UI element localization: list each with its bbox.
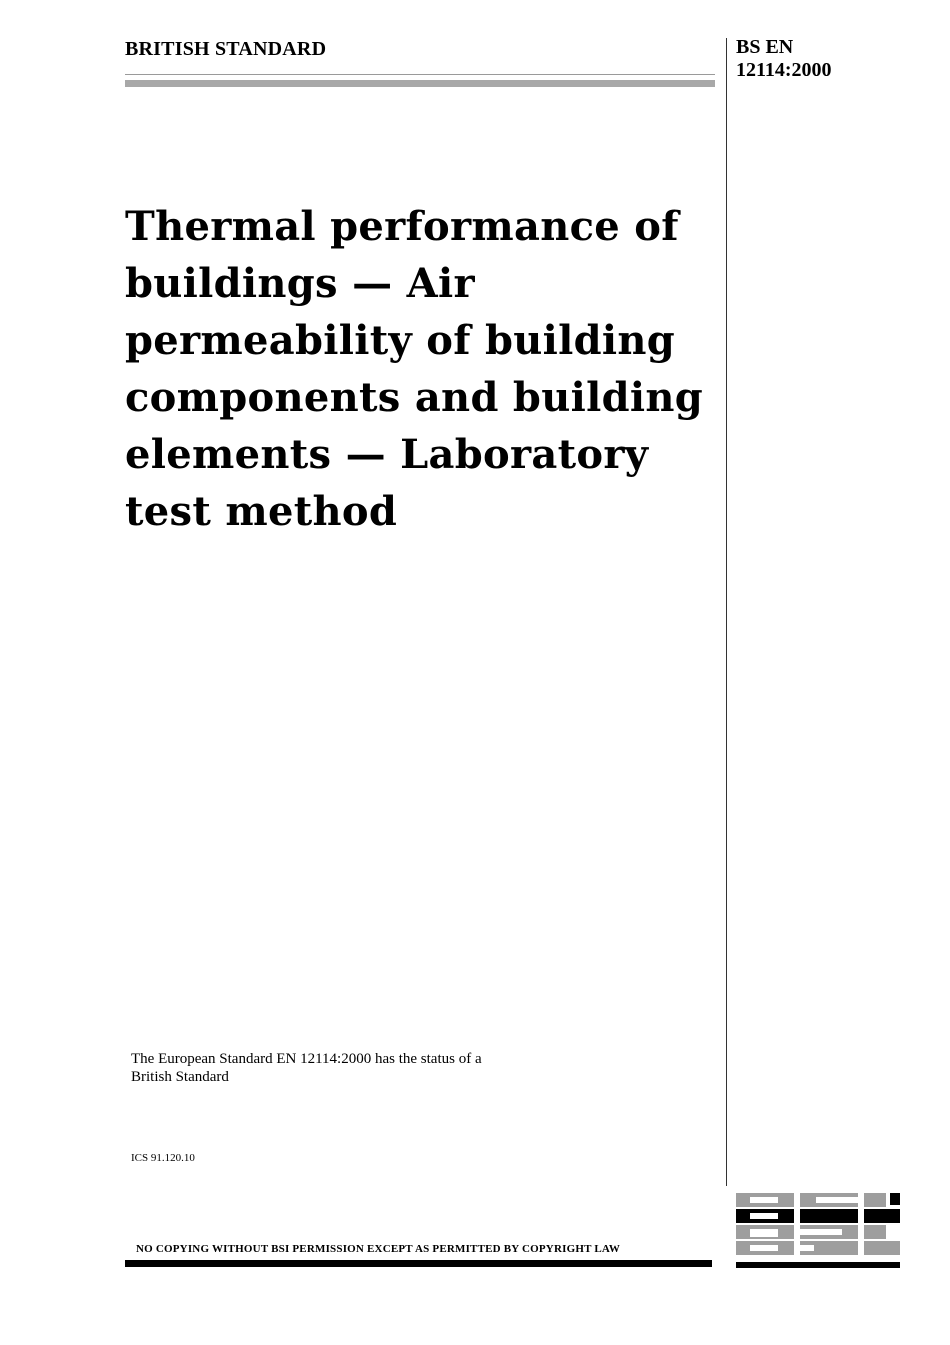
- standard-number: [736, 36, 832, 82]
- title-line: components and building: [125, 374, 703, 421]
- document-title: [125, 198, 715, 540]
- document-type-label: BRITISH STANDARD: [125, 38, 327, 60]
- standard-number-line-2: 12114:2000: [736, 59, 832, 81]
- column-divider: [726, 38, 727, 1186]
- title-line: buildings — Air: [125, 260, 475, 307]
- status-statement: [131, 1050, 551, 1086]
- title-line: elements — Laboratory: [125, 431, 649, 478]
- header-thin-rule: [125, 74, 715, 75]
- footer-rule-logo: [736, 1262, 900, 1268]
- header-thick-rule: [125, 80, 715, 87]
- title-line: Thermal performance of: [125, 203, 679, 250]
- footer-rule: [125, 1260, 712, 1267]
- standard-number-line-1: BS EN: [736, 36, 794, 58]
- title-line: test method: [125, 488, 398, 535]
- title-line: permeability of building: [125, 317, 676, 364]
- copyright-notice: NO COPYING WITHOUT BSI PERMISSION EXCEPT AS PERMITTED BY COPYRIGHT LAW: [136, 1243, 621, 1255]
- bsi-logo-icon: [736, 1193, 900, 1255]
- status-line: The European Standard EN 12114:2000 has the status of a: [131, 1051, 482, 1067]
- status-line: British Standard: [131, 1069, 229, 1085]
- ics-code: ICS 91.120.10: [131, 1152, 195, 1164]
